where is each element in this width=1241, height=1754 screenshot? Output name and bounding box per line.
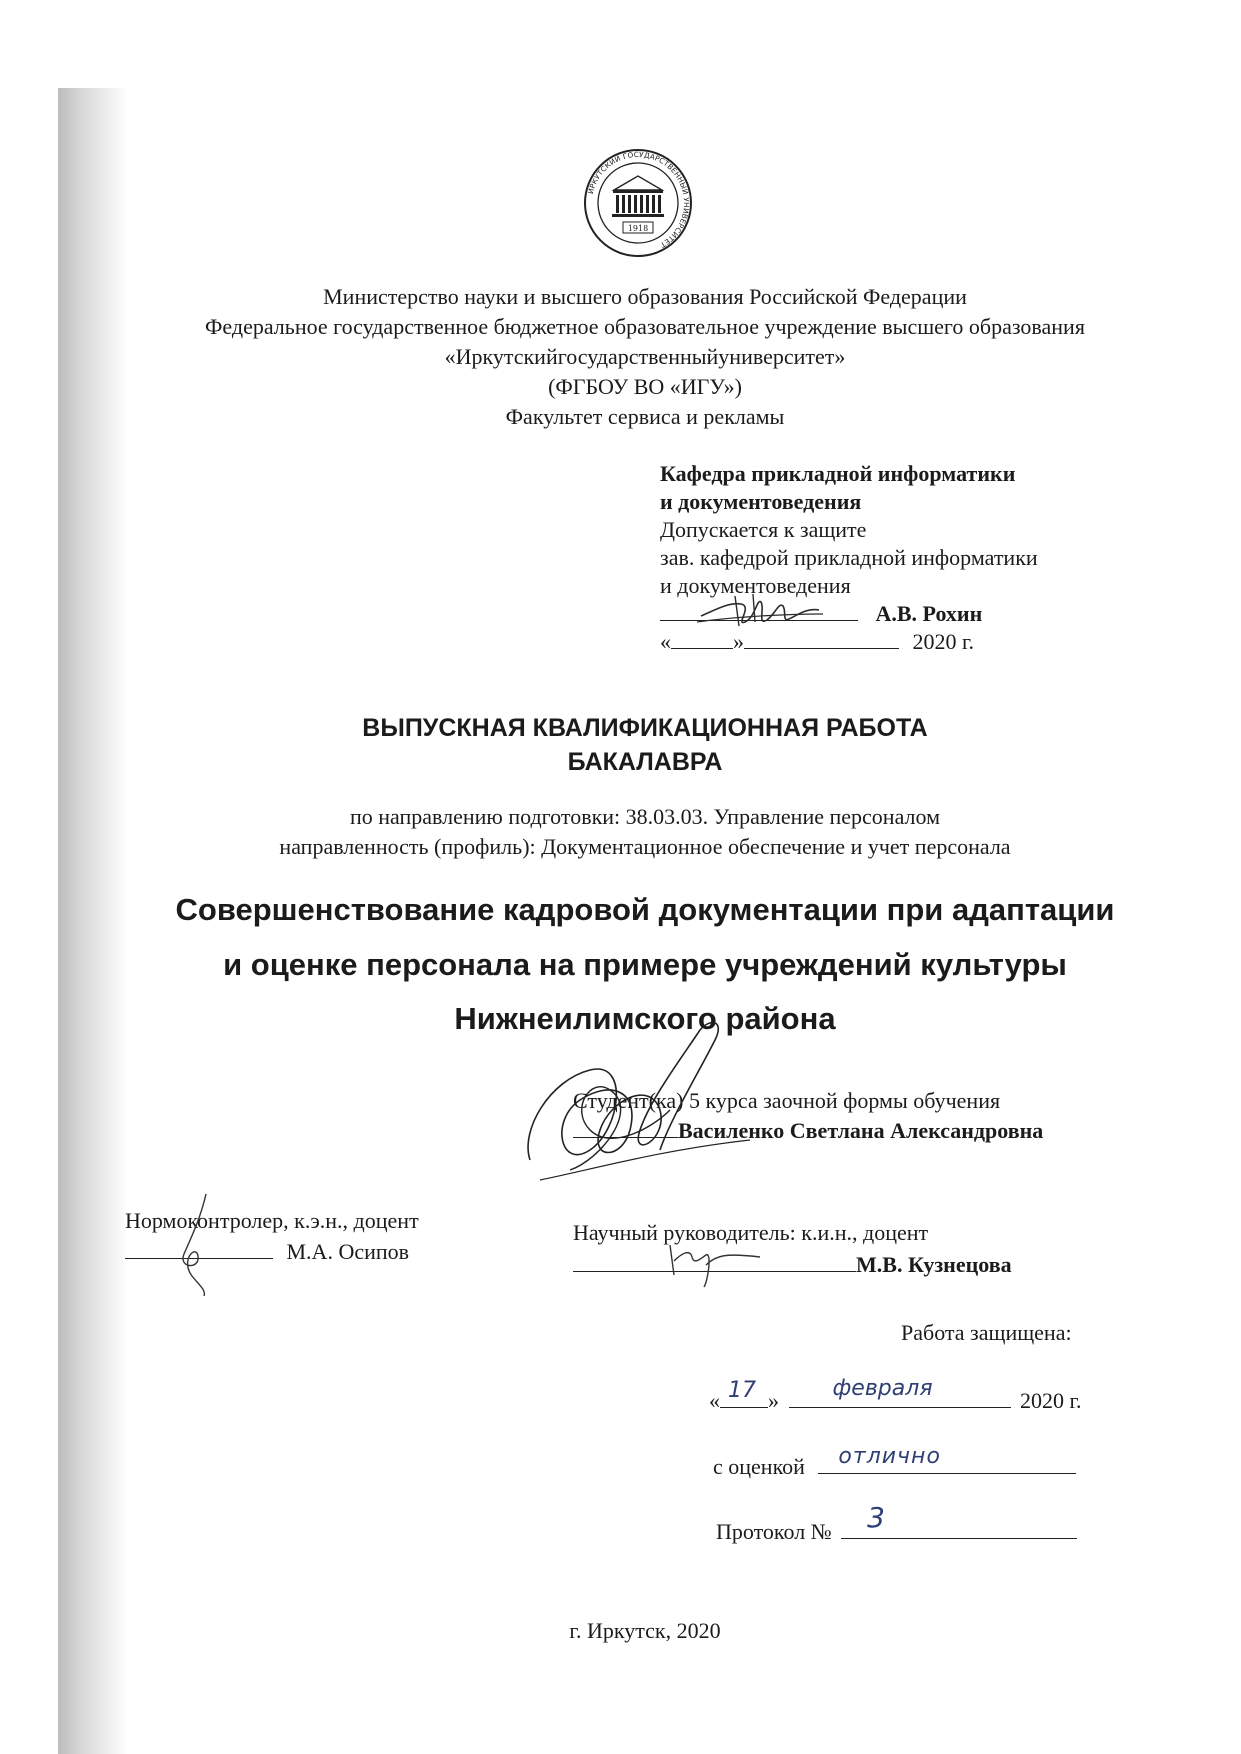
defense-day: 17 (728, 1378, 756, 1403)
logo-ring-text: ИРКУТСКИЙ ГОСУДАРСТВЕННЫЙ УНИВЕРСИТЕТ (585, 149, 692, 250)
head-title-line-1: зав. кафедрой прикладной информатики (660, 545, 1038, 570)
protocol-field (841, 1501, 1077, 1539)
defense-date-row (709, 1376, 1082, 1415)
defense-date-close: » (768, 1388, 779, 1413)
grade-value: отлично (838, 1444, 941, 1469)
thesis-title-line-2: и оценке персонала на примере учреждений культуры (223, 947, 1067, 982)
defense-label: Работа защищена: (901, 1320, 1072, 1345)
approval-month-line (744, 647, 899, 649)
defense-day-field (720, 1378, 768, 1408)
supervisor-signature-row (573, 1251, 1012, 1279)
university-line: «Иркутскийгосударственныйуниверситет» (444, 344, 846, 369)
approval-date-open: « (660, 629, 671, 654)
protocol-row (716, 1501, 1077, 1546)
normocontrol-label: Нормоконтролер, к.э.н., доцент (125, 1208, 419, 1233)
protocol-label: Протокол № (716, 1519, 832, 1544)
defense-year: 2020 г. (1020, 1388, 1082, 1413)
student-name: Василенко Светлана Александровна (678, 1118, 1044, 1143)
approval-day-line (671, 647, 733, 649)
supervisor-name: М.В. Кузнецова (856, 1252, 1012, 1277)
protocol-number: 3 (867, 1501, 885, 1534)
supervisor-label: Научный руководитель: к.и.н., доцент (573, 1220, 929, 1245)
study-direction: по направлению подготовки: 38.03.03. Управление персоналом (349, 804, 941, 829)
normocontrol-name: М.А. Осипов (286, 1239, 410, 1264)
defense-month-field (789, 1376, 1011, 1408)
city-year: г. Иркутск, 2020 (569, 1618, 721, 1643)
faculty-line: Факультет сервиса и рекламы (505, 404, 785, 429)
institution-line: Федеральное государственное бюджетное образовательное учреждение высшего образования (205, 314, 1085, 339)
head-signature (695, 592, 825, 632)
defense-date-open: « (709, 1388, 720, 1413)
grade-label: с оценкой (713, 1454, 805, 1479)
department-line-1: Кафедра прикладной информатики (660, 461, 1016, 486)
head-title-line-2: и документоведения (660, 573, 851, 598)
grade-field (818, 1444, 1076, 1474)
university-abbr: (ФГБОУ ВО «ИГУ») (548, 374, 742, 399)
grade-row (713, 1444, 1076, 1481)
supervisor-signature (660, 1235, 770, 1290)
work-type-line-1: ВЫПУСКНАЯ КВАЛИФИКАЦИОННАЯ РАБОТА (362, 714, 928, 742)
admitted-to-defense: Допускается к защите (660, 517, 867, 542)
normocontrol-signature (170, 1190, 230, 1300)
thesis-title-line-1: Совершенствование кадровой документации при адаптации (175, 892, 1115, 927)
work-type-line-2: БАКАЛАВРА (567, 748, 723, 776)
university-logo (583, 148, 693, 258)
student-label: Студент(ка) 5 курса заочной формы обучения (573, 1088, 1001, 1113)
thesis-title-line-3: Нижнеилимского района (454, 1001, 836, 1036)
logo-year: 1918 (627, 224, 649, 233)
head-name: А.В. Рохин (875, 601, 983, 626)
defense-month: февраля (832, 1376, 933, 1401)
approval-date-row (660, 628, 974, 656)
study-profile: направленность (профиль): Документационное обеспечение и учет персонала (279, 834, 1011, 859)
approval-date-close: » (733, 629, 744, 654)
normocontrol-signature-row (125, 1238, 409, 1266)
scan-top-margin (58, 0, 1241, 88)
ministry-line: Министерство науки и высшего образования Российской Федерации (323, 284, 967, 309)
department-line-2: и документоведения (660, 489, 862, 514)
student-signature (510, 1010, 760, 1190)
approval-year: 2020 г. (912, 629, 975, 654)
